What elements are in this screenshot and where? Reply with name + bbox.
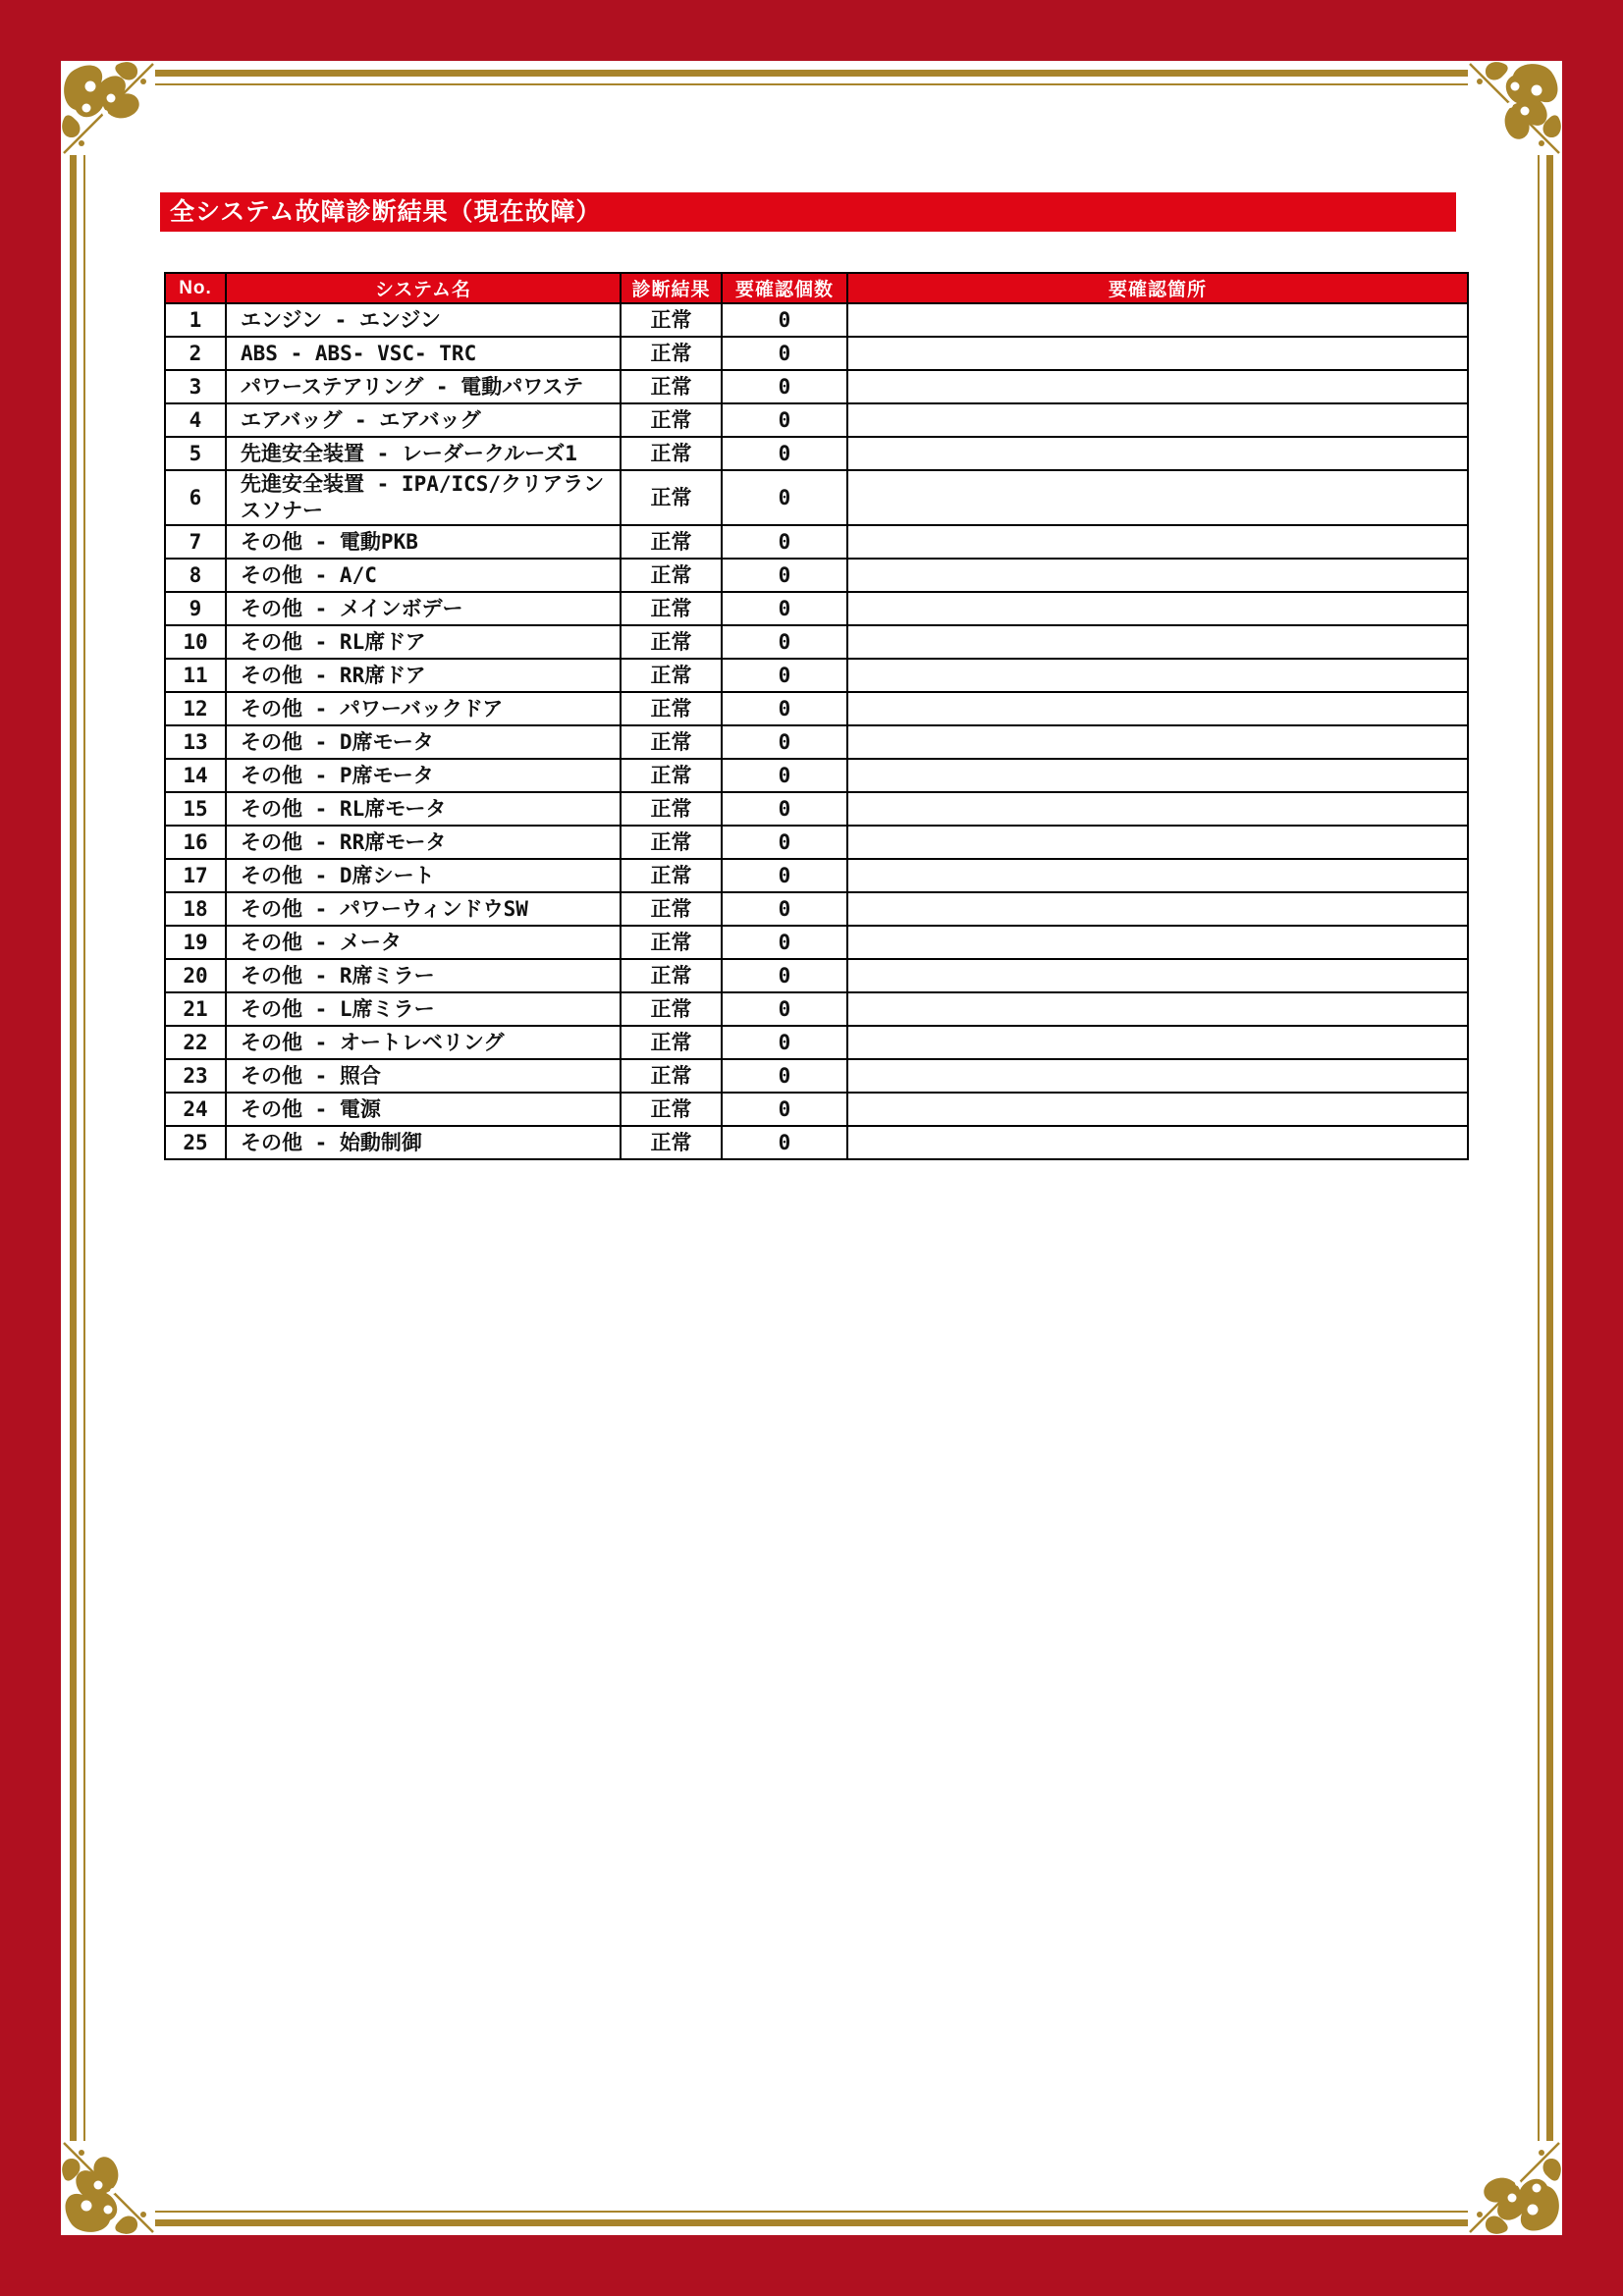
cell-system: その他 - 電源: [226, 1093, 621, 1126]
cell-result: 正常: [621, 826, 722, 859]
cell-system: その他 - D席シート: [226, 859, 621, 892]
table-row: [165, 437, 1468, 470]
cell-count: 0: [722, 892, 847, 926]
table-row: [165, 759, 1468, 792]
cell-locations: [847, 559, 1468, 592]
cell-result: 正常: [621, 559, 722, 592]
cell-system: その他 - A/C: [226, 559, 621, 592]
cell-locations: [847, 370, 1468, 403]
table-row: [165, 826, 1468, 859]
cell-count: 0: [722, 525, 847, 559]
cell-no: 3: [165, 370, 226, 403]
cell-result: 正常: [621, 659, 722, 692]
cell-no: 5: [165, 437, 226, 470]
table-row: [165, 1026, 1468, 1059]
cell-no: 10: [165, 625, 226, 659]
cell-result: 正常: [621, 926, 722, 959]
corner-ornament-bottom-left: [61, 2141, 155, 2235]
cell-locations: [847, 1093, 1468, 1126]
cell-no: 14: [165, 759, 226, 792]
cell-no: 12: [165, 692, 226, 725]
cell-locations: [847, 337, 1468, 370]
cell-system: パワーステアリング - 電動パワステ: [226, 370, 621, 403]
cell-locations: [847, 1126, 1468, 1159]
cell-result: 正常: [621, 403, 722, 437]
table-row: [165, 1093, 1468, 1126]
cell-count: 0: [722, 403, 847, 437]
cell-locations: [847, 1026, 1468, 1059]
cell-result: 正常: [621, 592, 722, 625]
cell-count: 0: [722, 826, 847, 859]
cell-locations: [847, 659, 1468, 692]
cell-system: その他 - L席ミラー: [226, 992, 621, 1026]
cell-result: 正常: [621, 959, 722, 992]
cell-count: 0: [722, 1126, 847, 1159]
cell-no: 8: [165, 559, 226, 592]
table-row: [165, 725, 1468, 759]
table-row: [165, 1059, 1468, 1093]
page-title: 全システム故障診断結果（現在故障）: [160, 192, 1456, 232]
cell-no: 22: [165, 1026, 226, 1059]
cell-system: エンジン - エンジン: [226, 303, 621, 337]
cell-locations: [847, 826, 1468, 859]
cell-locations: [847, 437, 1468, 470]
corner-ornament-top-right: [1468, 61, 1562, 155]
table-row: [165, 559, 1468, 592]
cell-locations: [847, 592, 1468, 625]
cell-result: 正常: [621, 370, 722, 403]
cell-system: その他 - オートレベリング: [226, 1026, 621, 1059]
cell-count: 0: [722, 692, 847, 725]
cell-count: 0: [722, 559, 847, 592]
cell-result: 正常: [621, 1093, 722, 1126]
table-row: [165, 370, 1468, 403]
cell-system: 先進安全装置 - レーダークルーズ1: [226, 437, 621, 470]
cell-no: 17: [165, 859, 226, 892]
cell-system: その他 - D席モータ: [226, 725, 621, 759]
cell-count: 0: [722, 625, 847, 659]
cell-system: その他 - パワーウィンドウSW: [226, 892, 621, 926]
cell-locations: [847, 792, 1468, 826]
cell-system: その他 - 照合: [226, 1059, 621, 1093]
table-row: [165, 692, 1468, 725]
table-row: [165, 470, 1468, 525]
cell-result: 正常: [621, 859, 722, 892]
cell-locations: [847, 470, 1468, 525]
cell-no: 25: [165, 1126, 226, 1159]
cell-no: 15: [165, 792, 226, 826]
cell-result: 正常: [621, 892, 722, 926]
cell-system: その他 - R席ミラー: [226, 959, 621, 992]
cell-system: エアバッグ - エアバッグ: [226, 403, 621, 437]
cell-count: 0: [722, 437, 847, 470]
cell-no: 11: [165, 659, 226, 692]
cell-count: 0: [722, 1059, 847, 1093]
cell-count: 0: [722, 792, 847, 826]
cell-result: 正常: [621, 470, 722, 525]
cell-count: 0: [722, 1093, 847, 1126]
cell-no: 18: [165, 892, 226, 926]
cell-result: 正常: [621, 692, 722, 725]
table-row: [165, 592, 1468, 625]
cell-no: 2: [165, 337, 226, 370]
table-row: [165, 1126, 1468, 1159]
column-header-no: No.: [165, 273, 226, 303]
cell-result: 正常: [621, 759, 722, 792]
cell-result: 正常: [621, 625, 722, 659]
cell-locations: [847, 1059, 1468, 1093]
cell-system: その他 - P席モータ: [226, 759, 621, 792]
cell-locations: [847, 892, 1468, 926]
cell-count: 0: [722, 959, 847, 992]
cell-system: その他 - パワーバックドア: [226, 692, 621, 725]
cell-system: その他 - メインボデー: [226, 592, 621, 625]
table-row: [165, 303, 1468, 337]
cell-result: 正常: [621, 992, 722, 1026]
cell-result: 正常: [621, 337, 722, 370]
cell-result: 正常: [621, 1026, 722, 1059]
cell-count: 0: [722, 303, 847, 337]
table-row: [165, 859, 1468, 892]
corner-ornament-top-left: [61, 61, 155, 155]
diagnosis-table-body: [165, 303, 1468, 1159]
table-row: [165, 525, 1468, 559]
cell-no: 9: [165, 592, 226, 625]
cell-count: 0: [722, 926, 847, 959]
cell-count: 0: [722, 725, 847, 759]
table-row: [165, 792, 1468, 826]
table-row: [165, 959, 1468, 992]
table-row: [165, 337, 1468, 370]
cell-system: その他 - RL席モータ: [226, 792, 621, 826]
cell-result: 正常: [621, 1126, 722, 1159]
cell-locations: [847, 403, 1468, 437]
table-row: [165, 625, 1468, 659]
table-row: [165, 403, 1468, 437]
table-row: [165, 892, 1468, 926]
cell-no: 16: [165, 826, 226, 859]
cell-no: 19: [165, 926, 226, 959]
table-row: [165, 659, 1468, 692]
cell-locations: [847, 992, 1468, 1026]
cell-count: 0: [722, 592, 847, 625]
cell-no: 6: [165, 470, 226, 525]
cell-no: 23: [165, 1059, 226, 1093]
cell-result: 正常: [621, 525, 722, 559]
cell-no: 24: [165, 1093, 226, 1126]
cell-system: その他 - メータ: [226, 926, 621, 959]
diagnosis-table-header-row: [165, 273, 1468, 303]
cell-locations: [847, 859, 1468, 892]
cell-result: 正常: [621, 1059, 722, 1093]
cell-no: 21: [165, 992, 226, 1026]
cell-no: 7: [165, 525, 226, 559]
cell-count: 0: [722, 992, 847, 1026]
cell-locations: [847, 959, 1468, 992]
cell-no: 13: [165, 725, 226, 759]
cell-locations: [847, 926, 1468, 959]
cell-locations: [847, 625, 1468, 659]
table-row: [165, 992, 1468, 1026]
table-row: [165, 926, 1468, 959]
cell-no: 1: [165, 303, 226, 337]
cell-system: その他 - RR席ドア: [226, 659, 621, 692]
cell-locations: [847, 303, 1468, 337]
column-header-locations: 要確認箇所: [847, 273, 1468, 303]
corner-ornament-bottom-right: [1468, 2141, 1562, 2235]
cell-no: 20: [165, 959, 226, 992]
cell-locations: [847, 725, 1468, 759]
diagnosis-table: [164, 272, 1469, 1160]
cell-system: その他 - RR席モータ: [226, 826, 621, 859]
cell-count: 0: [722, 470, 847, 525]
cell-count: 0: [722, 1026, 847, 1059]
column-header-result: 診断結果: [621, 273, 722, 303]
cell-system: 先進安全装置 - IPA/ICS/クリアランスソナー: [226, 470, 621, 525]
cell-locations: [847, 692, 1468, 725]
cell-system: その他 - RL席ドア: [226, 625, 621, 659]
column-header-system: システム名: [226, 273, 621, 303]
cell-locations: [847, 525, 1468, 559]
cell-result: 正常: [621, 792, 722, 826]
cell-count: 0: [722, 337, 847, 370]
cell-result: 正常: [621, 303, 722, 337]
cell-count: 0: [722, 859, 847, 892]
cell-system: その他 - 始動制御: [226, 1126, 621, 1159]
cell-no: 4: [165, 403, 226, 437]
cell-count: 0: [722, 370, 847, 403]
cell-locations: [847, 759, 1468, 792]
cell-system: その他 - 電動PKB: [226, 525, 621, 559]
cell-count: 0: [722, 659, 847, 692]
cell-count: 0: [722, 759, 847, 792]
cell-result: 正常: [621, 437, 722, 470]
cell-system: ABS - ABS- VSC- TRC: [226, 337, 621, 370]
column-header-count: 要確認個数: [722, 273, 847, 303]
cell-result: 正常: [621, 725, 722, 759]
